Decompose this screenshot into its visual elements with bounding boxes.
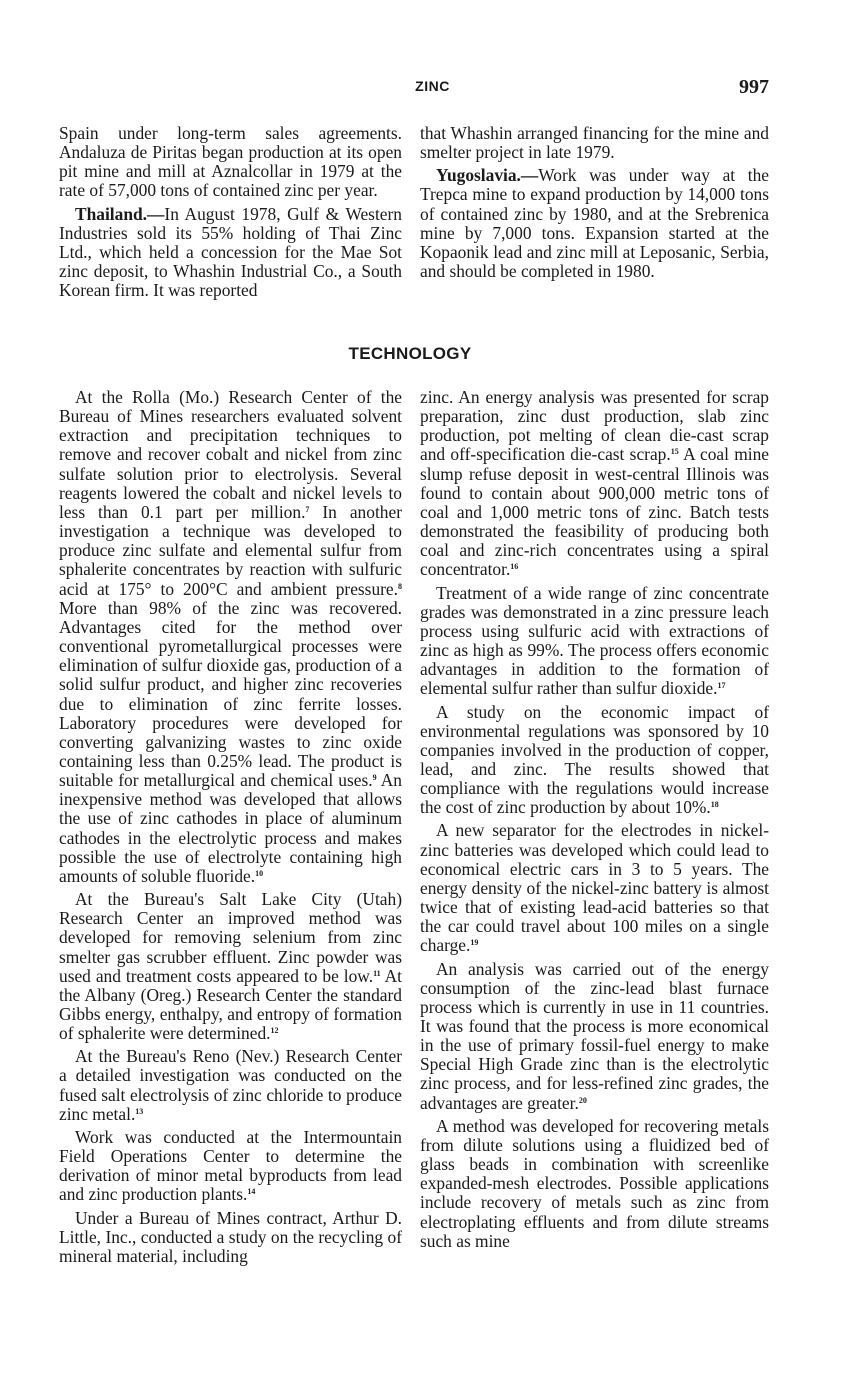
footnote-ref: 20 xyxy=(578,1095,587,1105)
pressure-leach-text: Treatment of a wide range of zinc concentrate grades was demonstrated in a zinc pressure leach process using sulfuric acid with extractions of zinc as high as 99%. The process offers economic advantages in addition to the formation of elemental sulfur rather than sulfur dioxide. xyxy=(420,582,769,699)
technology-left-column xyxy=(59,388,402,1270)
rolla-text-a: At the Rolla (Mo.) Research Center of the Bureau of Mines researchers evaluated solvent extraction and precipitation techniques to remove and recover cobalt and nickel from zinc sulfate solution prior to electrolysis. Several reagents lowered the cobalt and nickel levels to less than 0.1 part per million. xyxy=(59,387,402,522)
paragraph-intermountain xyxy=(59,1128,402,1205)
paragraph-pressure-leach xyxy=(420,584,769,699)
footnote-ref: 12 xyxy=(270,1026,279,1036)
paragraph-thailand xyxy=(59,205,402,301)
footnote-ref: 17 xyxy=(717,681,726,691)
paragraph-salt-lake xyxy=(59,890,402,1043)
footnote-ref: 15 xyxy=(670,447,679,457)
salt-lake-text-a: At the Bureau's Salt Lake City (Utah) Research Center an improved method was developed for removing selenium from zinc smelter gas scrubber effluent. Zinc powder was used and treatment costs appeared to be low. xyxy=(59,889,402,986)
footnote-ref: 7 xyxy=(305,504,310,514)
rolla-text-c: More than 98% of the zinc was recovered. Advantages cited for the method over conventional pyrometallurgical processes were elimination of sulfur dioxide gas, production of a solid sulfur product, and higher zinc recoveries due to elimination of zinc ferrite losses. Laboratory procedures were developed for converting galvanizing wastes to zinc oxide containing less than 0.25% lead. The product is suitable for metallurgical and chemical uses. xyxy=(59,597,402,791)
paragraph-nickel-zinc xyxy=(420,821,769,955)
page-number: 997 xyxy=(739,76,769,98)
top-left-column xyxy=(59,124,402,304)
footnote-ref: 10 xyxy=(255,868,264,878)
technology-right-column xyxy=(420,388,769,1255)
scrap-text-a: zinc. An energy analysis was presented for scrap preparation, zinc dust production, slab zinc production, pot melting of clean die-cast scrap and off-specification die-cast scrap. xyxy=(420,387,769,465)
paragraph-arthur-little: Under a Bureau of Mines contract, Arthur D. Little, Inc., conducted a study on the recycling of mineral material, including xyxy=(59,1207,402,1266)
salt-lake-text-b: At the Albany (Oreg.) Research Center the standard Gibbs energy, enthalpy, and entropy of formation of sphalerite were determined. xyxy=(59,965,403,1044)
running-title: ZINC xyxy=(415,78,450,94)
nickel-zinc-text: A new separator for the electrodes in nickel-zinc batteries was developed which could lead to economical electric cars in 3 to 5 years. The energy density of the nickel-zinc battery is almost twice that of existing lead-acid batteries so that the car could travel about 100 miles on a single charge. xyxy=(420,820,769,956)
rolla-text-d: An inexpensive method was developed that allows the use of zinc cathodes in place of aluminum cathodes in the electrolytic process and makes possible the use of electrolyte containing high amounts of soluble fluoride. xyxy=(59,770,402,886)
yugoslavia-text: Work was under way at the Trepca mine to expand production by 14,000 tons of contained zinc by 1980, and at the Srebrenica mine by 7,000 tons. Expansion started at the Kopaonik lead and zinc mill at Leposanic, Serbia, and should be completed in 1980. xyxy=(420,165,769,282)
blast-furnace-text: An analysis was carried out of the energy consumption of the zinc-lead blast furnace process which is currently in use in 11 countries. It was found that the process is more economical in the use of primary fossil-fuel energy to make Special High Grade zinc than is the electrolytic zinc process, and for less-refined zinc grades, the advantages are greater. xyxy=(420,958,769,1113)
footnote-ref: 18 xyxy=(710,800,719,810)
paragraph-fluidized-bed: A method was developed for recovering metals from dilute solutions using a fluidized bed of glass beads in combination with screenlike expanded-mesh electrodes. Possible applications include recovery of metals such as zinc from electroplating effluents and from dilute streams such as mine xyxy=(420,1115,769,1251)
footnote-ref: 16 xyxy=(510,562,519,572)
paragraph-environmental xyxy=(420,703,769,818)
footnote-ref: 13 xyxy=(135,1106,144,1116)
paragraph-yugoslavia xyxy=(420,166,769,281)
footnote-ref: 11 xyxy=(373,968,381,978)
scrap-text-b: A coal mine slump refuse deposit in west-central Illinois was found to contain about 900,000 metric tons of coal and 1,000 metric tons of zinc. Batch tests demonstrated the feasibility of producing both coal and zinc-rich concentrates using a spiral concentrator. xyxy=(420,444,770,580)
yugoslavia-heading: Yugoslavia.— xyxy=(436,165,539,186)
environmental-text: A study on the economic impact of environmental regulations was sponsored by 10 companies involved in the production of copper, lead, and zinc. The results showed that compliance with the regulations would increase the cost of zinc production by about 10%. xyxy=(420,701,769,818)
paragraph-blast-furnace xyxy=(420,960,769,1113)
reno-text: At the Bureau's Reno (Nev.) Research Center a detailed investigation was conducted on the fused salt electrolysis of zinc chloride to produce zinc metal. xyxy=(59,1046,402,1124)
paragraph-whashin: that Whashin arranged financing for the mine and smelter project in late 1979. xyxy=(420,123,769,163)
thailand-heading: Thailand.— xyxy=(75,203,165,224)
footnote-ref: 8 xyxy=(398,581,402,591)
footnote-ref: 19 xyxy=(470,938,479,948)
paragraph-scrap-energy xyxy=(420,388,769,580)
top-right-column xyxy=(420,124,769,285)
section-title-technology: TECHNOLOGY xyxy=(348,344,472,363)
thailand-text: In August 1978, Gulf & Western Industries sold its 55% holding of Thai Zinc Ltd., which held a concession for the Mae Sot zinc deposit, to Whashin Industrial Co., a South Korean firm. It was reported xyxy=(59,203,402,301)
footnote-ref: 9 xyxy=(372,773,377,783)
footnote-ref: 14 xyxy=(247,1187,256,1197)
running-header xyxy=(0,76,865,102)
paragraph-spain: Spain under long-term sales agreements. Andaluza de Piritas began production at its open pit mine and mill at Aznalcollar in 1979 at the rate of 57,000 tons of contained zinc per year. xyxy=(59,123,402,201)
intermountain-text: Work was conducted at the Intermountain Field Operations Center to determine the derivation of minor metal byproducts from lead and zinc production plants. xyxy=(59,1126,402,1205)
rolla-text-b: In another investigation a technique was developed to produce zinc sulfate and elemental sulfur from sphalerite concentrates by reaction with sulfuric acid at 175° to 200°C and ambient pressure. xyxy=(59,501,402,599)
paragraph-rolla xyxy=(59,388,402,886)
paragraph-reno xyxy=(59,1047,402,1124)
